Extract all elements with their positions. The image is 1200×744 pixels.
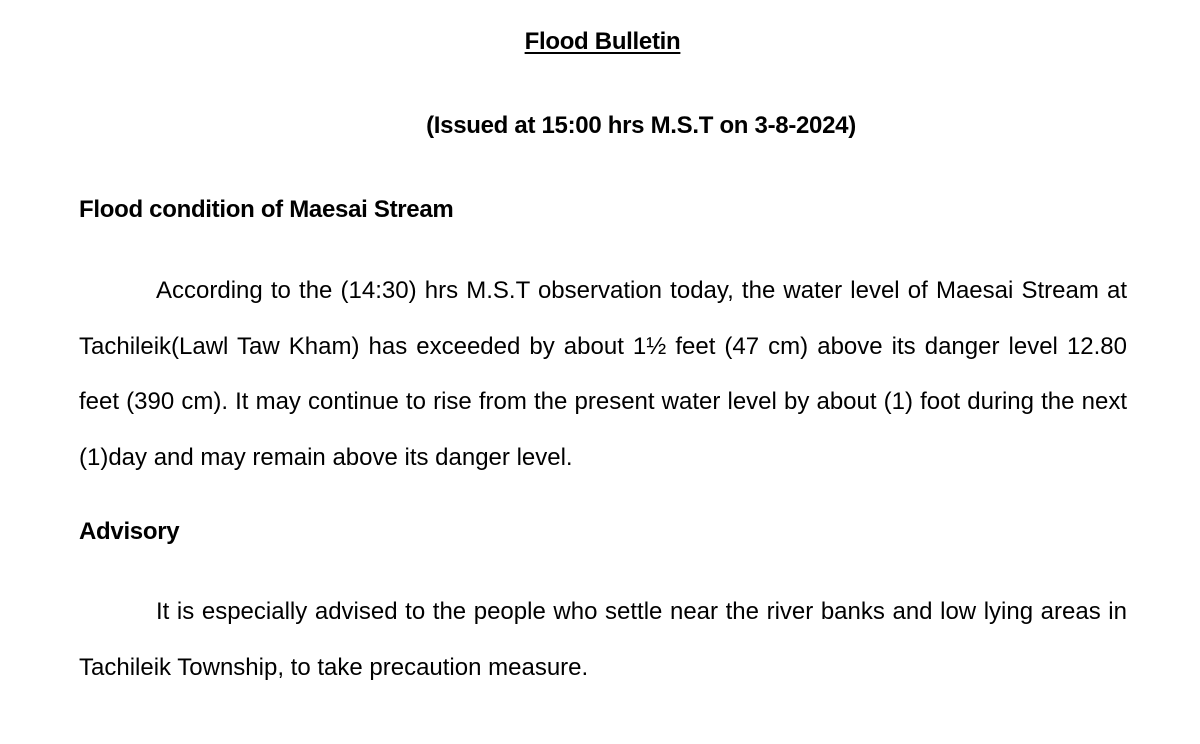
- document-title: Flood Bulletin: [524, 28, 681, 55]
- flood-condition-paragraph: According to the (14:30) hrs M.S.T observation today, the water level of Maesai Stream at Tachileik(Lawl Taw Kham) has exceeded by about 1½ feet (47 cm) above its danger level 12.80 feet (390 cm). It may continue to rise from the present water level by about (1) foot during the next (1)day and may remain above its danger level.: [79, 277, 1127, 471]
- flood-condition-heading: Flood condition of Maesai Stream: [79, 196, 454, 223]
- advisory-heading: Advisory: [79, 518, 180, 545]
- advisory-paragraph: It is especially advised to the people who settle near the river banks and low lying areas in Tachileik Township, to take precaution measure.: [79, 598, 1127, 681]
- issued-date-line: (Issued at 15:00 hrs M.S.T on 3-8-2024): [426, 112, 856, 139]
